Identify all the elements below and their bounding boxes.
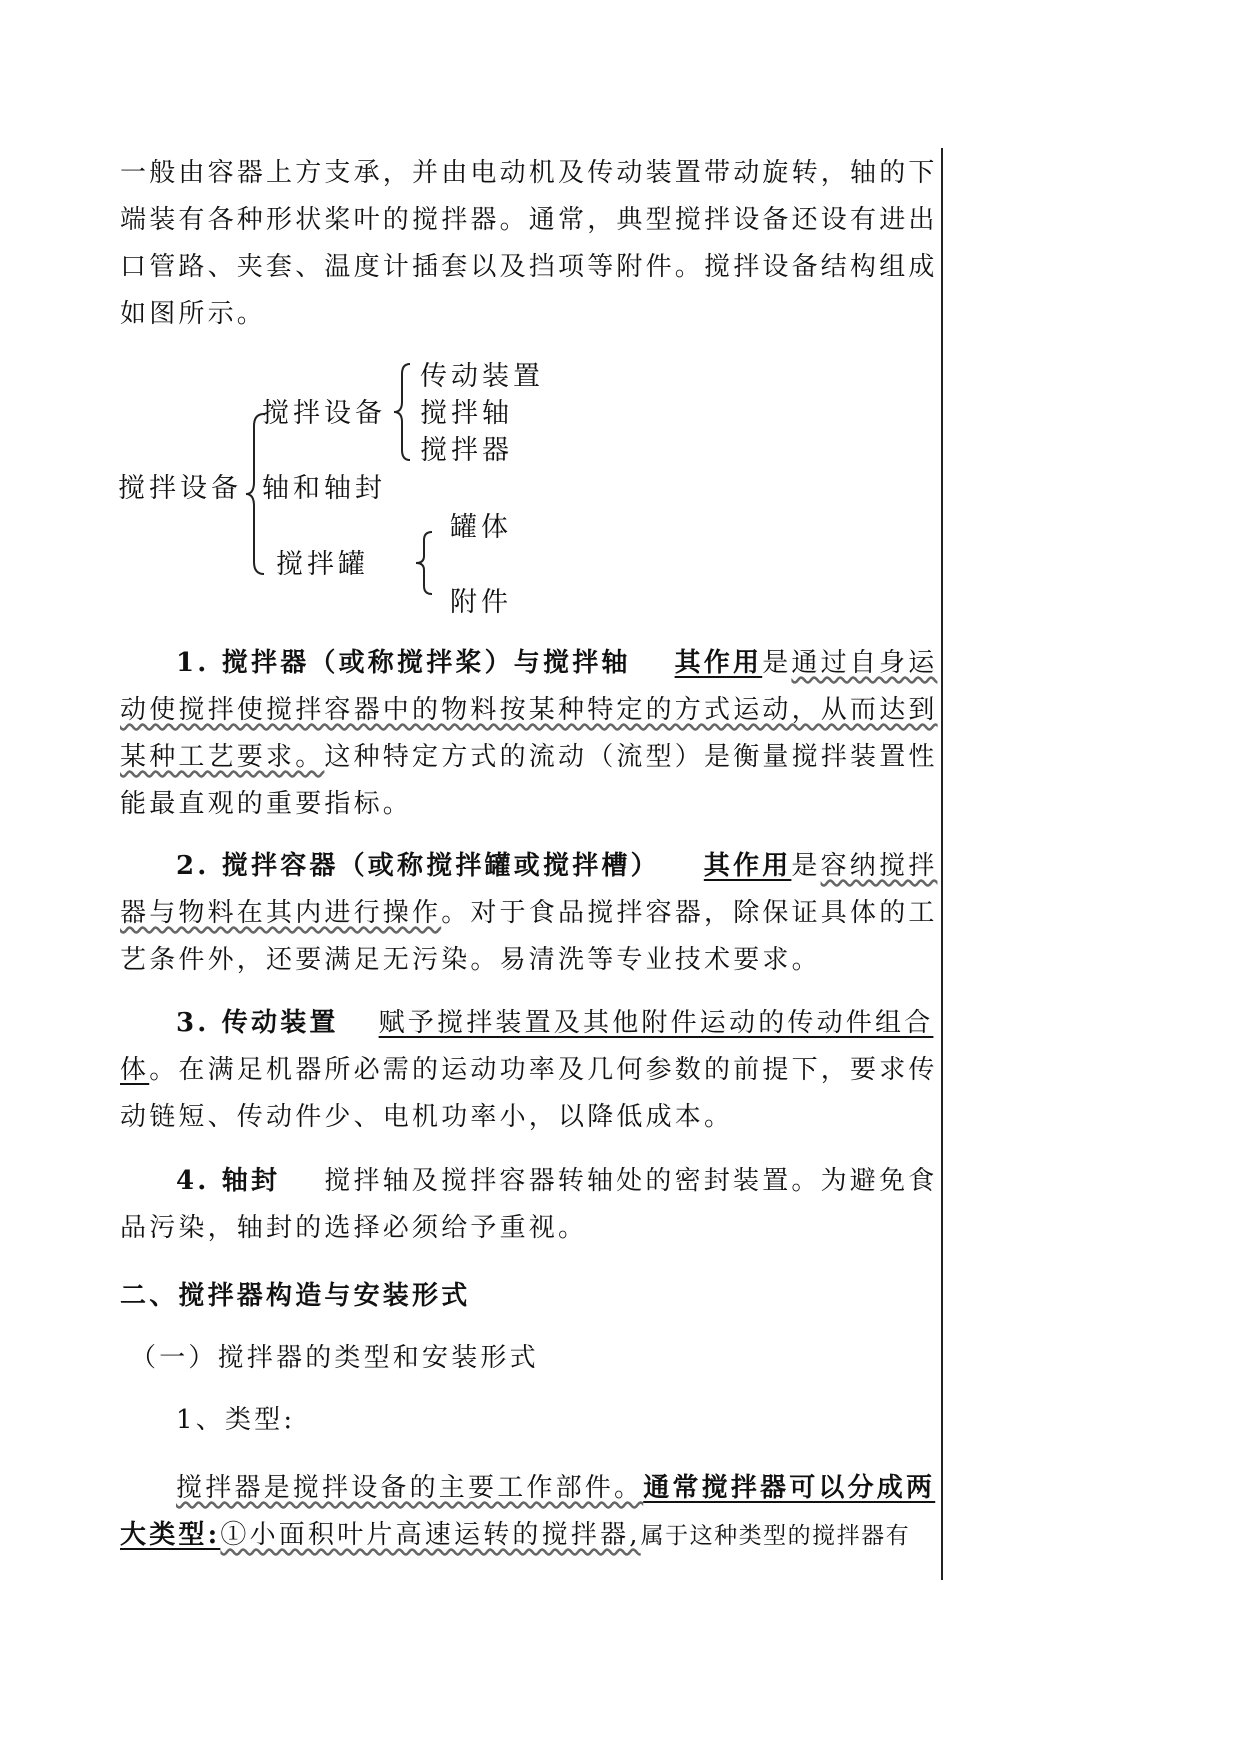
intro-line-2: 端装有各种形状桨叶的搅拌器。通常，典型搅拌设备还设有进出 bbox=[120, 205, 938, 235]
sec1-line-3 bbox=[120, 734, 940, 780]
sec2-rest-2: 。对于食品搅拌容器，除保证具体的工 bbox=[441, 898, 938, 928]
sec2-line-3: 艺条件外，还要满足无污染。易清洗等专业技术要求。 bbox=[120, 945, 821, 975]
sec3-underlined-1: 赋予搅拌装置及其他附件运动的传动件组合 bbox=[378, 1008, 934, 1038]
sec1-is: 是 bbox=[762, 648, 792, 678]
intro-line-4: 如图所示。 bbox=[120, 299, 267, 329]
sec1-line-2 bbox=[120, 687, 940, 733]
part2-para-line-2 bbox=[120, 1512, 940, 1559]
part2-subheading: （一）搅拌器的类型和安装形式 bbox=[130, 1343, 539, 1373]
tree-branch-1-child-1: 传动装置 bbox=[420, 361, 544, 392]
sec1-underlined-1: 通过自身运 bbox=[791, 648, 938, 678]
sec2-heading: 2. 搅拌容器（或称搅拌罐或搅拌槽） bbox=[176, 851, 660, 881]
tree-root: 搅拌设备 bbox=[118, 473, 242, 504]
sec4-line-2: 品污染，轴封的选择必须给予重视。 bbox=[120, 1213, 588, 1243]
sec3-line-2 bbox=[120, 1047, 940, 1093]
tree-branch-1: 搅拌设备 bbox=[262, 398, 386, 429]
branch-1-brace-icon bbox=[390, 360, 414, 464]
sec1-rest-3: 这种特定方式的流动（流型）是衡量搅拌装置性 bbox=[324, 742, 938, 772]
sec3-line-3: 动链短、传动件少、电机功率小，以降低成本。 bbox=[120, 1102, 734, 1132]
sec1-line-1 bbox=[120, 640, 940, 686]
sec2-underlined-1: 容纳搅拌 bbox=[820, 851, 938, 881]
intro-line-1: 一般由容器上方支承，并由电动机及传动装置带动旋转，轴的下 bbox=[120, 158, 938, 188]
sec2-underlined-2: 器与物料在其内进行操作 bbox=[120, 898, 442, 928]
sec1-label: 其作用 bbox=[674, 648, 763, 678]
sec1-line-4: 能最直观的重要指标。 bbox=[120, 789, 413, 819]
sec1-heading: 1. 搅拌器（或称搅拌桨）与搅拌轴 bbox=[176, 648, 631, 678]
tree-branch-2: 轴和轴封 bbox=[262, 473, 386, 504]
tree-branch-1-child-3: 搅拌器 bbox=[420, 435, 513, 466]
part2-underlined-2: ①小面积叶片高速运转的搅拌器, bbox=[220, 1520, 641, 1550]
tree-branch-3-child-2: 附件 bbox=[450, 587, 512, 618]
part2-item-1: 1、类型: bbox=[176, 1405, 296, 1435]
part2-para-line-1 bbox=[120, 1465, 940, 1511]
sec4-line-1 bbox=[120, 1158, 940, 1204]
sec2-label: 其作用 bbox=[703, 851, 792, 881]
sec1-underlined-3: 某种工艺要求。 bbox=[120, 742, 325, 772]
sec4-rest-1: 搅拌轴及搅拌容器转轴处的密封装置。为避免食 bbox=[324, 1166, 938, 1196]
sec4-heading: 4. 轴封 bbox=[176, 1166, 281, 1196]
part2-bold-1: 通常搅拌器可以分成两 bbox=[643, 1473, 936, 1503]
sec2-line-2 bbox=[120, 890, 940, 936]
branch-3-brace-icon bbox=[412, 528, 436, 598]
tree-branch-3-child-1: 罐体 bbox=[450, 512, 512, 543]
sec2-line-1 bbox=[120, 843, 940, 889]
part2-bold-2: 大类型: bbox=[120, 1520, 221, 1550]
part2-rest-2: 属于这种类型的搅拌器有 bbox=[640, 1523, 911, 1549]
intro-line-3: 口管路、夹套、温度计插套以及挡项等附件。搅拌设备结构组成 bbox=[120, 252, 938, 282]
part2-underlined-1: 搅拌器是搅拌设备的主要工作部件。 bbox=[176, 1473, 644, 1503]
sec3-line-1 bbox=[120, 1000, 940, 1046]
sec3-underlined-2: 体 bbox=[120, 1055, 150, 1085]
tree-branch-3: 搅拌罐 bbox=[276, 549, 369, 580]
part2-heading: 二、搅拌器构造与安装形式 bbox=[120, 1281, 471, 1311]
sec3-heading: 3. 传动装置 bbox=[176, 1008, 339, 1038]
sec3-rest-2: 。在满足机器所必需的运动功率及几何参数的前提下，要求传 bbox=[149, 1055, 938, 1085]
sec1-underlined-2: 动使搅拌使搅拌容器中的物料按某种特定的方式运动，从而达到 bbox=[120, 695, 938, 725]
sec2-is: 是 bbox=[791, 851, 821, 881]
tree-branch-1-child-2: 搅拌轴 bbox=[420, 398, 513, 429]
